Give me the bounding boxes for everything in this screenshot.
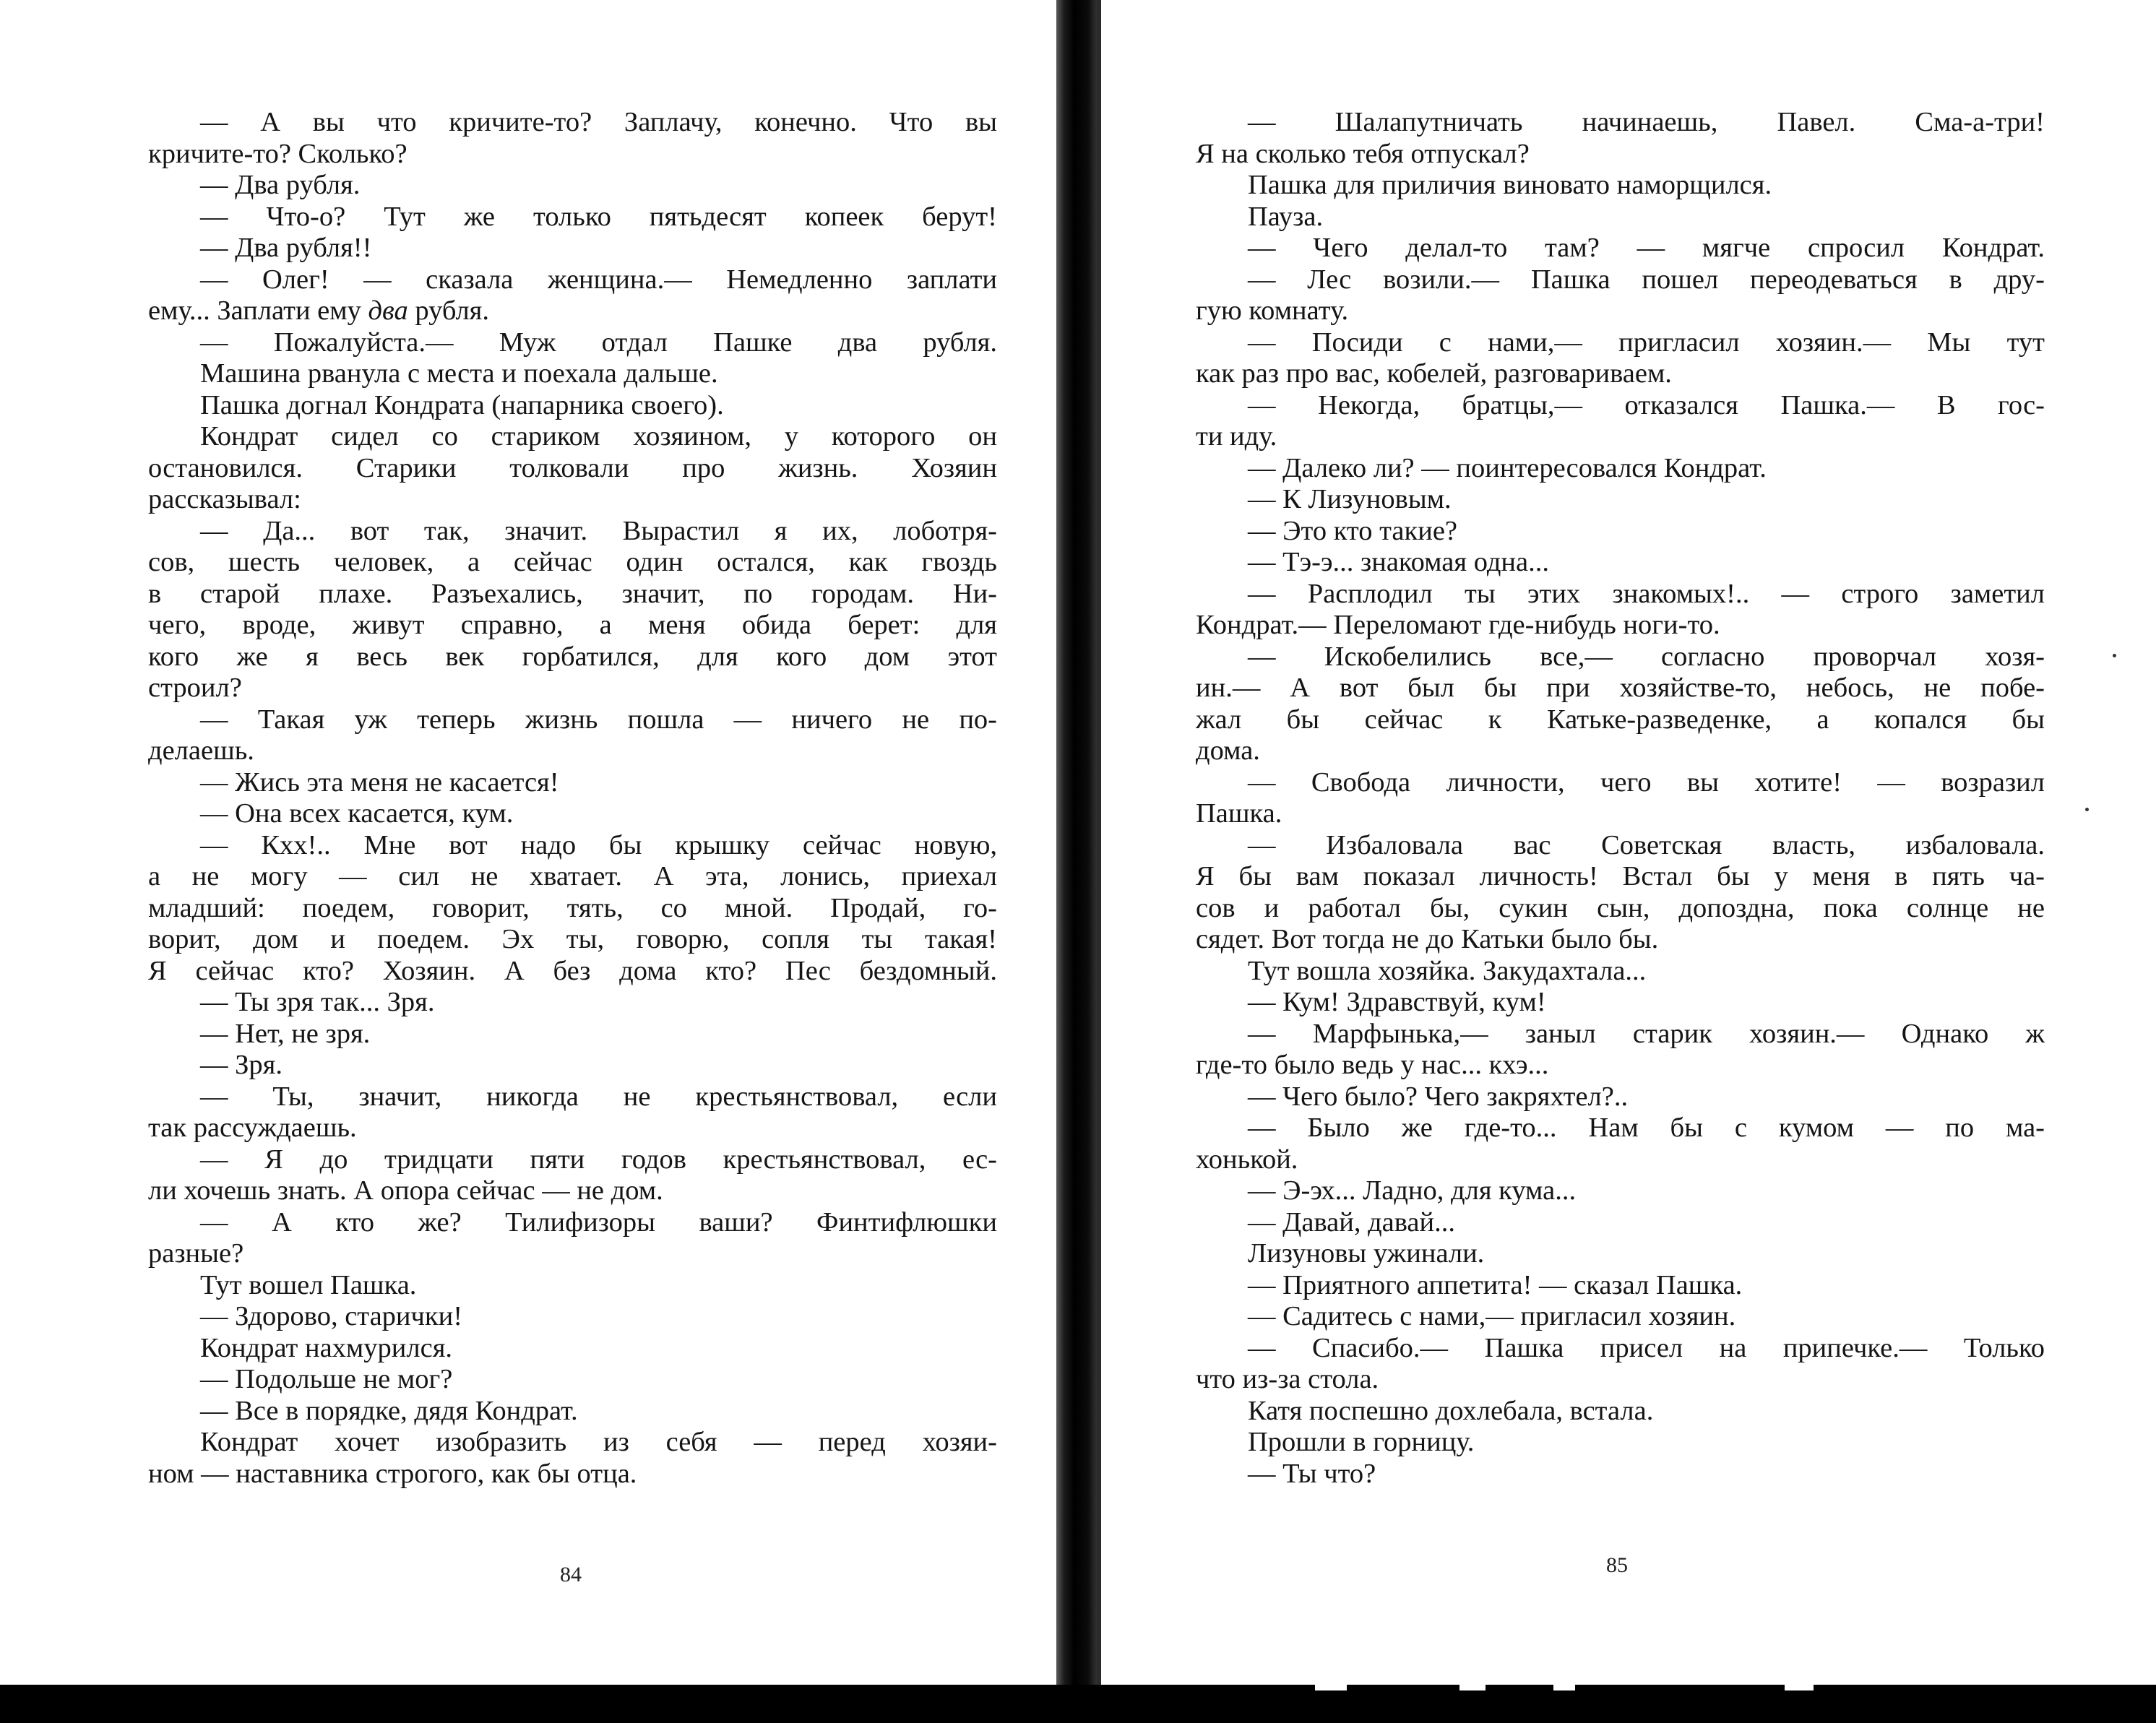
text-line: строил?	[148, 673, 242, 703]
text-line: Кондрат сидел со стариком хозяином, у которого он	[200, 421, 997, 452]
text-line: — Это кто такие?	[1248, 515, 1457, 546]
text-line: — Свобода личности, чего вы хотите! — возразил	[1248, 767, 2045, 798]
text-line: — Избаловала вас Советская власть, избаловала.	[1248, 829, 2045, 860]
scan-edge-notch	[1315, 1662, 1347, 1690]
text-line: — Я до тридцати пяти годов крестьянствовал, ес-	[200, 1144, 997, 1175]
text-line: Кондрат.— Переломают где-нибудь ноги-то.	[1196, 610, 1720, 640]
text-line: жал бы сейчас к Катьке-разведенке, а копался бы	[1196, 704, 2045, 735]
text-line: Пашка догнал Кондрата (напарника своего).	[200, 389, 724, 420]
text-line: — Искобелились все,— согласно проворчал хозя-	[1248, 641, 2045, 672]
gutter-edge	[1097, 0, 1101, 1723]
text-line: — Тэ-э... знакомая одна...	[1248, 547, 1549, 577]
emphasis: два	[368, 295, 408, 326]
text-line: — Подольше не мог?	[200, 1364, 453, 1394]
scan-speck	[2085, 808, 2089, 811]
scan-speck	[2113, 654, 2116, 657]
text-line: — Здорово, старички!	[200, 1301, 463, 1331]
text-line: кричите-то? Сколько?	[148, 138, 408, 169]
text-line: — Нет, не зря.	[200, 1018, 371, 1049]
text-line: ворит, дом и поедем. Эх ты, говорю, сопля ты такая!	[148, 924, 997, 954]
text-line: — Кхх!.. Мне вот надо бы крышку сейчас новую,	[200, 829, 997, 860]
text-line: сов, шесть человек, а сейчас один остался, как гвоздь	[148, 547, 997, 577]
page-number-right: 85	[1606, 1553, 1628, 1577]
text-line: Лизуновы ужинали.	[1248, 1238, 1485, 1269]
text-line: чего, вроде, живут справно, а меня обида берет: для	[148, 610, 997, 640]
text-line: — Ты что?	[1248, 1458, 1376, 1489]
text-line: Тут вошел Пашка.	[200, 1269, 417, 1300]
text-line: — Марфынька,— заныл старик хозяин.— Однако ж	[1248, 1018, 2045, 1049]
text-line: — А кто же? Тилифизоры ваши? Финтифлюшки	[200, 1206, 997, 1238]
text-line: сов и работал бы, сукин сын, допоздна, пока солнце не	[1196, 892, 2045, 923]
text-line: — Что-о? Тут же только пятьдесят копеек берут!	[200, 201, 997, 232]
text-line: — Э-эх... Ладно, для кума...	[1248, 1175, 1577, 1206]
text-line: Я бы вам показал личность! Встал бы у меня в пять ча-	[1196, 861, 2045, 891]
text-line: — Она всех касается, кум.	[200, 798, 514, 829]
text-line: Катя поспешно дохлебала, встала.	[1248, 1395, 1654, 1426]
text-line: — Посиди с нами,— пригласил хозяин.— Мы тут	[1248, 327, 2045, 358]
text-line: остановился. Старики толковали про жизнь. Хозяин	[148, 452, 997, 483]
text-line: дома.	[1196, 735, 1260, 766]
text-line: рассказывал:	[148, 484, 301, 514]
text-line: — Садитесь с нами,— пригласил хозяин.	[1248, 1301, 1736, 1331]
text-line: ин.— А вот был бы при хозяйстве-то, небось, не побе-	[1196, 673, 2045, 703]
text-line: Пауза.	[1248, 201, 1324, 232]
text-line: ему... Заплати ему два рубля.	[148, 295, 489, 326]
text-line: — Да... вот так, значит. Вырастил я их, лоботря-	[200, 515, 997, 546]
text-line: — Ты, значит, никогда не крестьянствовал, если	[200, 1081, 997, 1112]
text-line: Машина рванула с места и поехала дальше.	[200, 358, 718, 389]
book-gutter-shadow	[1056, 0, 1101, 1723]
text-line: — Шалапутничать начинаешь, Павел. Сма-а-три!	[1248, 107, 2045, 137]
text-line: гую комнату.	[1196, 295, 1349, 326]
text-line: где-то было ведь у нас... кхэ...	[1196, 1050, 1549, 1080]
text-line: как раз про вас, кобелей, разговариваем.	[1196, 358, 1672, 389]
text-line: в старой плахе. Разъехались, значит, по городам. Ни-	[148, 578, 997, 609]
right-page	[1196, 107, 2045, 1490]
text-line: — К Лизуновым.	[1248, 484, 1452, 514]
text-line: хонькой.	[1196, 1144, 1298, 1175]
text-line: Прошли в горницу.	[1248, 1427, 1475, 1457]
text-line: кого же я весь век горбатился, для кого дом этот	[148, 641, 997, 672]
text-line: что из-за стола.	[1196, 1364, 1379, 1394]
text-line: — Некогда, братцы,— отказался Пашка.— В гос-	[1248, 389, 2045, 420]
scan-bottom-edge	[0, 1685, 2156, 1723]
text-line: — Два рубля!!	[200, 233, 372, 263]
text-line: — Лес возили.— Пашка пошел переодеваться в дру-	[1248, 264, 2045, 295]
text-line: — Чего было? Чего закряхтел?..	[1248, 1081, 1629, 1112]
text-line: Пашка.	[1196, 798, 1282, 829]
text-line: Я на сколько тебя отпускал?	[1196, 138, 1530, 169]
text-line: — Два рубля.	[200, 170, 361, 200]
page-number-left: 84	[560, 1563, 582, 1586]
text-line: сядет. Вот тогда не до Катьки было бы.	[1196, 924, 1659, 954]
text-line: — Такая уж теперь жизнь пошла — ничего не по-	[200, 704, 997, 735]
text-line: — Олег! — сказала женщина.— Немедленно заплати	[200, 264, 997, 295]
text-line: — Спасибо.— Пашка присел на припечке.— Только	[1248, 1332, 2045, 1363]
text-line: а не могу — сил не хватает. А эта, лонись, приехал	[148, 861, 997, 891]
text-line: — А вы что кричите-то? Заплачу, конечно. Что вы	[200, 107, 997, 137]
text-line: делаешь.	[148, 735, 254, 766]
text-line: — Жись эта меня не касается!	[200, 767, 559, 798]
text-line: Кондрат нахмурился.	[200, 1332, 453, 1363]
text-line: разные?	[148, 1238, 244, 1269]
text-line: — Кум! Здравствуй, кум!	[1248, 987, 1546, 1017]
text-line: Пашка для приличия виновато наморщился.	[1248, 170, 1772, 200]
scan-edge-notch	[1459, 1662, 1486, 1690]
text-line: Я сейчас кто? Хозяин. А без дома кто? Пес бездомный.	[148, 955, 997, 986]
text-line: ном — наставника строгого, как бы отца.	[148, 1458, 637, 1489]
scan-edge-notch	[1785, 1662, 1814, 1690]
text-line: — Все в порядке, дядя Кондрат.	[200, 1395, 578, 1426]
text-line: Кондрат хочет изобразить из себя — перед хозяи-	[200, 1427, 997, 1457]
text-line: — Ты зря так... Зря.	[200, 987, 435, 1017]
text-line: — Пожалуйста.— Муж отдал Пашке два рубля.	[200, 327, 997, 358]
text-line: младший: поедем, говорит, тять, со мной. Продай, го-	[148, 892, 997, 923]
text-line: — Чего делал-то там? — мягче спросил Кондрат.	[1248, 233, 2045, 263]
text-line: — Зря.	[200, 1050, 283, 1080]
text-line: ли хочешь знать. А опора сейчас — не дом.	[148, 1175, 663, 1206]
scan-edge-notch	[1553, 1662, 1575, 1690]
text-line: Тут вошла хозяйка. Закудахтала...	[1248, 955, 1647, 986]
text-line: — Приятного аппетита! — сказал Пашка.	[1248, 1269, 1743, 1300]
text-line: — Давай, давай...	[1248, 1206, 1456, 1238]
text-line: — Расплодил ты этих знакомых!.. — строго заметил	[1248, 578, 2045, 609]
text-line: так рассуждаешь.	[148, 1113, 357, 1143]
left-page	[148, 107, 997, 1490]
text-line: ти иду.	[1196, 421, 1277, 452]
text-line: — Далеко ли? — поинтересовался Кондрат.	[1248, 452, 1767, 483]
text-line: — Было же где-то... Нам бы с кумом — по ма-	[1248, 1113, 2045, 1143]
